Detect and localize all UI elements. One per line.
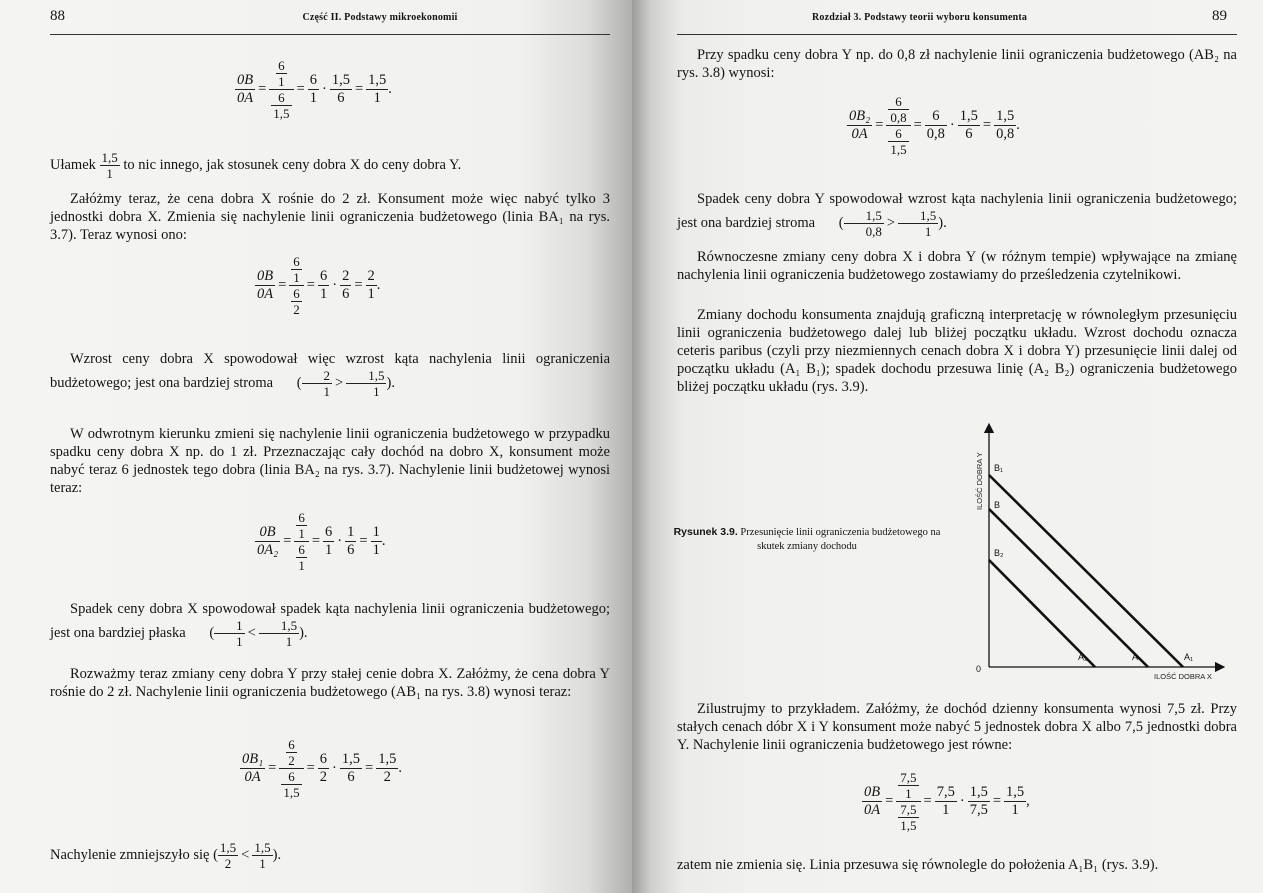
paragraph: Zmiany dochodu konsumenta znajdują graficzną interpretację w równoległym przesunięciu linii ograniczenia budżetowego dalej lub bliżej początku układu. Wzrost dochodu oznacza ceteris paribus (czyli przy niezmiennych cenach dobra X i dobra Y) przesunięcie linii dalej od początku układu (A₁ B₁); spadek dochodu przesuwa linię (A₂ B₂) ograniczenia budżetowego bliżej początku układu (rys. 3.9).: [677, 307, 1237, 395]
paragraph: Rozważmy teraz zmiany ceny dobra Y przy stałej cenie dobra X. Załóżmy, że cena dobra Y rośnie do 2 zł. Nachylenie linii ograniczenia budżetowego (AB₁ na rys. 3.8) wynosi teraz:: [50, 666, 610, 700]
inequality: ( $\frac{2}{1}$ > $\frac{1,5}{1}$ ).: [296, 368, 395, 399]
point-label-b2: B₂: [994, 548, 1004, 558]
budget-line-figure: [962, 420, 1232, 685]
inequality: ( $\frac{1}{1}$ < $\frac{1,5}{1}$ ).: [209, 618, 308, 649]
budget-line-b1-a1: [989, 475, 1183, 667]
page-number: 88: [50, 8, 65, 24]
point-label-a2: A₂: [1078, 652, 1088, 662]
origin-label: 0: [976, 664, 982, 674]
paragraph: Zilustrujmy to przykładem. Załóżmy, że dochód dzienny konsumenta wynosi 7,5 zł. Przy stałych cenach dóbr X i Y konsument może nabyć 5 jednostek dobra X albo 7,5 jednostki dobra Y. Nachylenie linii ograniczenia budżetowego jest równe:: [677, 701, 1237, 753]
point-label-b: B: [994, 500, 1001, 510]
paragraph: Spadek ceny dobra Y spowodował wzrost kąta nachylenia linii ograniczenia budżetowego; jest ona bardziej stroma ( $\frac{1,5}{0,8}$ > $\frac{1,5}{1}$ ).: [677, 191, 1237, 239]
paragraph: Spadek ceny dobra X spowodował spadek kąta nachylenia linii ograniczenia budżetowego; jest ona bardziej płaska ( $\frac{1}{1}$ < $\frac{1,5}{1}$ ).: [50, 601, 610, 649]
running-head: Część II. Podstawy mikroekonomii: [302, 12, 458, 23]
paragraph: Nachylenie zmniejszyło się ( $\frac{1,5}{2}$ < $\frac{1,5}{1}$ ).: [50, 840, 282, 871]
budget-line-b2-a2: [989, 560, 1095, 667]
inequality: ( $\frac{1,5}{0,8}$ > $\frac{1,5}{1}$ ).: [838, 208, 947, 239]
budget-line-b-a: [989, 509, 1148, 667]
paragraph: Załóżmy teraz, że cena dobra X rośnie do 2 zł. Konsument może więc nabyć tylko 3 jednostki dobra X. Zmienia się nachylenie linii ograniczenia budżetowego (linia BA₁ na rys. 3.7). Teraz wynosi ono:: [50, 191, 610, 243]
equation: $\frac{0B}{0A}$ = $\frac{\frac{7,5}{1}}{\frac{7,5}{1,5}}$ = $\frac{7,5}{1}$ · $\frac{1,5}{7,5}$ = $\frac{1,5}{1}$ ,: [864, 770, 1030, 833]
equation: $\frac{0B}{0A}$ = $\frac{\frac{6}{1}}{\frac{6}{1,5}}$ = $\frac{6}{1}$ · $\frac{1,5}{6}$ = $\frac{1,5}{1}$ .: [237, 58, 392, 121]
paragraph: Równoczesne zmiany ceny dobra X i dobra Y (w różnym tempie) wpływające na zmianę nachylenia linii ograniczenia budżetowego zostawiamy do prześledzenia czytelnikowi.: [677, 249, 1237, 283]
paragraph: Wzrost ceny dobra X spowodował więc wzrost kąta nachylenia linii ograniczenia budżetowego; jest ona bardziej stroma ( $\frac{2}{1}$ > $\frac{1,5}{1}$ ).: [50, 351, 610, 399]
equation: $\frac{0B}{0A}$ = $\frac{\frac{6}{1}}{\frac{6}{2}}$ = $\frac{6}{1}$ · $\frac{2}{6}$ = $\frac{2}{1}$ .: [257, 254, 381, 317]
paragraph: W odwrotnym kierunku zmieni się nachylenie linii ograniczenia budżetowego w przypadku spadku ceny dobra X np. do 1 zł. Przeznaczając cały dochód na dobro X, konsument może nabyć teraz 6 jednostek tego dobra (linia BA₂ na rys. 3.7). Nachylenie linii budżetowej wynosi teraz:: [50, 426, 610, 496]
page-number: 89: [1212, 8, 1227, 24]
header-rule: [50, 34, 610, 35]
x-axis-label: ILOŚĆ DOBRA X: [1154, 672, 1212, 681]
running-head: Rozdział 3. Podstawy teorii wyboru konsumenta: [812, 12, 1028, 23]
paragraph: zatem nie zmienia się. Linia przesuwa się równolegle do położenia A₁B₁ (rys. 3.9).: [677, 857, 1159, 873]
point-label-a: A: [1132, 652, 1139, 662]
equation: $\frac{0B}{\text{0A₂}}$ = $\frac{\frac{6}{1}}{\frac{6}{1}}$ = $\frac{6}{1}$ · $\frac{1}{6}$ = $\frac{1}{1}$ .: [257, 510, 386, 573]
header-rule: [677, 34, 1237, 35]
equation: $\frac{\text{0B₁}}{0A}$ = $\frac{\frac{6}{2}}{\frac{6}{1,5}}$ = $\frac{6}{2}$ · $\frac{1,5}{6}$ = $\frac{1,5}{2}$ .: [242, 737, 402, 800]
inequality: ( $\frac{1,5}{2}$ < $\frac{1,5}{1}$ ).: [213, 840, 282, 871]
y-axis-label: ILOŚĆ DOBRA Y: [975, 452, 984, 510]
point-label-a1: A₁: [1184, 652, 1194, 662]
figure-caption: Rysunek 3.9. Przesunięcie linii ograniczenia budżetowego na skutek zmiany dochodu: [673, 526, 941, 552]
paragraph: Przy spadku ceny dobra Y np. do 0,8 zł nachylenie linii ograniczenia budżetowego (AB₂ na rys. 3.8) wynosi:: [677, 47, 1237, 81]
point-label-b1: B₁: [994, 463, 1004, 473]
equation: $\frac{\text{0B₂}}{0A}$ = $\frac{\frac{6}{0,8}}{\frac{6}{1,5}}$ = $\frac{6}{0,8}$ · $\frac{1,5}{6}$ = $\frac{1,5}{0,8}$ .: [849, 94, 1020, 157]
right-page: [632, 0, 1263, 893]
paragraph: Ułamek $\frac{1,5}{1}$ to nic innego, jak stosunek ceny dobra X do ceny dobra Y.: [50, 150, 462, 181]
